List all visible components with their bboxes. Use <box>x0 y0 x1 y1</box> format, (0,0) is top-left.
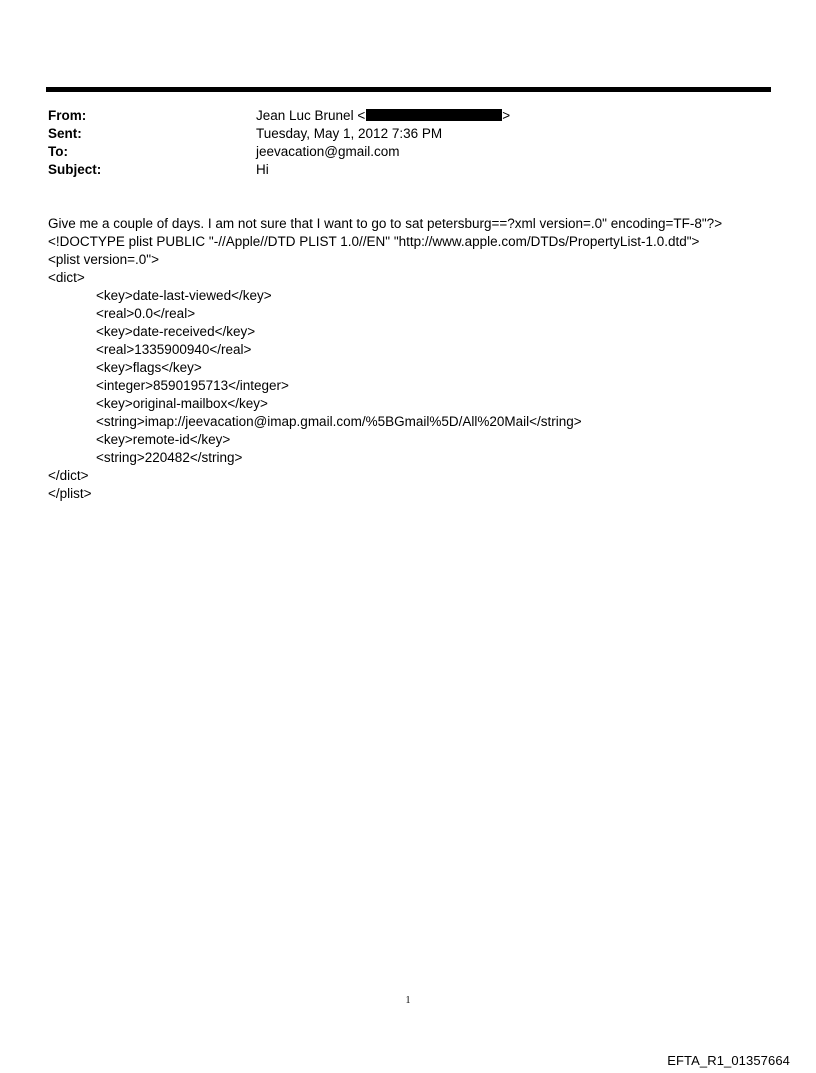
sent-label: Sent: <box>48 126 82 141</box>
body-line-integer-flags: <integer>8590195713</integer> <box>96 378 289 393</box>
subject-label: Subject: <box>48 162 102 177</box>
to-row <box>48 143 748 161</box>
from-value-suffix: > <box>502 108 511 123</box>
redaction-block <box>366 109 502 121</box>
body-line-key-flags: <key>flags</key> <box>96 360 202 375</box>
body-line-plist-open: <plist version=.0"> <box>48 252 159 267</box>
email-header <box>48 107 748 179</box>
from-value <box>256 107 748 125</box>
body-line-key-date-last-viewed: <key>date-last-viewed</key> <box>96 288 272 303</box>
body-line-string-remote-id: <string>220482</string> <box>96 450 243 465</box>
body-line-plist-close: </plist> <box>48 486 92 501</box>
body-line-string-mailbox: <string>imap://jeevacation@imap.gmail.com/%5BGmail%5D/All%20Mail</string> <box>96 414 582 429</box>
sent-value: Tuesday, May 1, 2012 7:36 PM <box>256 126 443 141</box>
body-line-doctype: <!DOCTYPE plist PUBLIC "-//Apple//DTD PLIST 1.0//EN" "http://www.apple.com/DTDs/PropertyList-1.0.dtd"> <box>48 234 700 249</box>
header-divider-rule <box>46 87 771 92</box>
body-line-key-original-mailbox: <key>original-mailbox</key> <box>96 396 268 411</box>
body-line-key-remote-id: <key>remote-id</key> <box>96 432 231 447</box>
subject-value: Hi <box>256 162 269 177</box>
body-line-dict-close: </dict> <box>48 468 89 483</box>
from-row <box>48 107 748 125</box>
to-value: jeevacation@gmail.com <box>256 144 400 159</box>
page-number: 1 <box>405 995 411 1006</box>
body-line-real-received: <real>1335900940</real> <box>96 342 252 357</box>
body-line-key-date-received: <key>date-received</key> <box>96 324 256 339</box>
body-line-real-last-viewed: <real>0.0</real> <box>96 306 196 321</box>
from-sender-name: Jean Luc Brunel < <box>256 108 366 123</box>
email-body <box>48 215 778 503</box>
subject-row <box>48 161 748 179</box>
document-id: EFTA_R1_01357664 <box>667 1053 790 1068</box>
body-line-dict-open: <dict> <box>48 270 85 285</box>
to-label: To: <box>48 144 68 159</box>
sent-row <box>48 125 748 143</box>
body-line-message: Give me a couple of days. I am not sure that I want to go to sat petersburg==?xml version=.0" encoding=TF-8"?> <box>48 216 723 231</box>
from-label: From: <box>48 108 87 123</box>
